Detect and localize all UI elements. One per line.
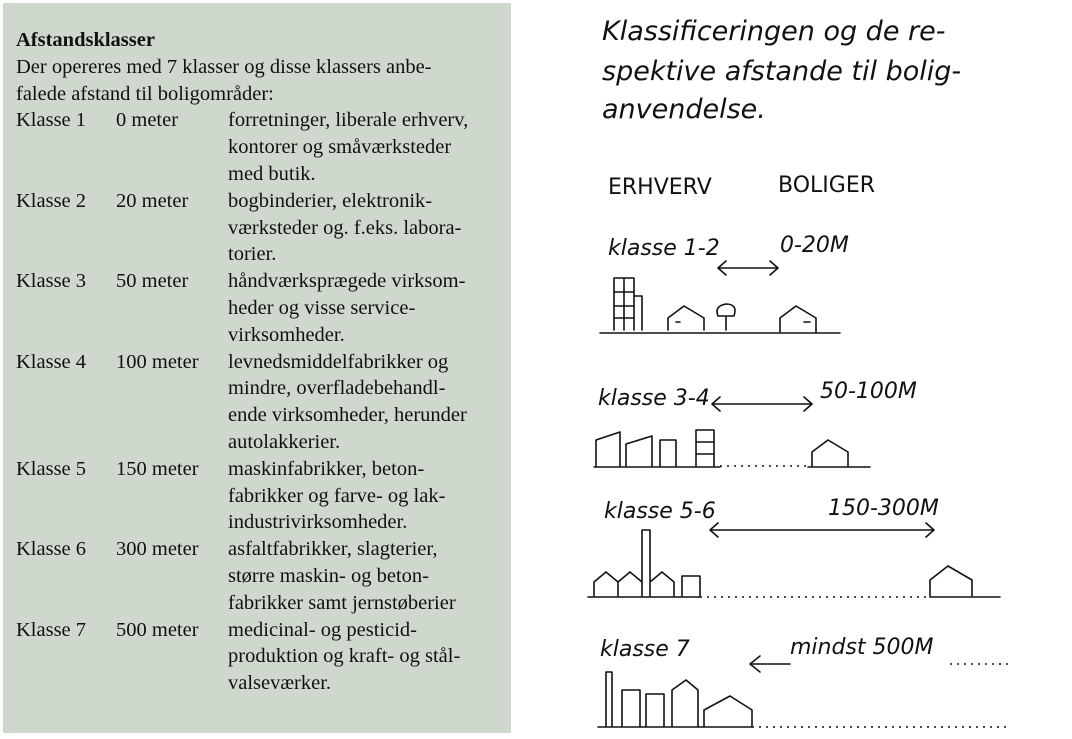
class-table xyxy=(16,107,506,697)
description-line: ende virksomheder, herunder xyxy=(228,404,467,427)
panel-title: Afstandsklasser xyxy=(16,29,155,51)
class-name: Klasse 5 xyxy=(16,457,87,480)
class-distance: 0-20M xyxy=(780,233,849,258)
description-line: kontorer og småværksteder xyxy=(228,136,452,159)
class-row xyxy=(16,349,506,456)
class-label: klasse 3-4 xyxy=(598,386,710,411)
description-line: medicinal- og pesticid- xyxy=(228,618,417,641)
class-row xyxy=(16,536,506,616)
workshop-buildings-icon xyxy=(596,430,714,466)
description-line: fabrikker og farve- og lak- xyxy=(228,484,446,507)
boliger-heading: BOLIGER xyxy=(778,173,876,198)
description-line: fabrikker samt jernstøberier xyxy=(228,591,456,614)
tree-icon xyxy=(717,304,735,330)
class-row xyxy=(16,617,506,697)
class-name: Klasse 2 xyxy=(16,189,87,212)
class-name: Klasse 4 xyxy=(16,350,87,373)
left-arrow-icon xyxy=(750,656,790,672)
class-name: Klasse 6 xyxy=(16,538,87,561)
class-distance: 50-100M xyxy=(820,379,917,404)
class-label: klasse 7 xyxy=(600,637,690,662)
class-description xyxy=(228,268,506,348)
description-line: virksomheder. xyxy=(228,323,345,346)
class-label: klasse 1-2 xyxy=(608,236,720,261)
description-line: autolakkerier. xyxy=(228,430,341,453)
description-line: med butik. xyxy=(228,162,316,185)
class-description xyxy=(228,536,506,616)
class-name: Klasse 3 xyxy=(16,270,87,293)
heavy-industry-icon xyxy=(606,672,752,726)
double-arrow-icon xyxy=(712,397,812,411)
intro-line: falede afstand til boligområder: xyxy=(16,82,274,105)
class-distance: 0 meter xyxy=(116,109,179,132)
house-icon xyxy=(780,306,816,332)
house-icon xyxy=(930,566,972,596)
description-line: heder og visse service- xyxy=(228,296,416,319)
intro-text xyxy=(16,54,506,108)
class-label: klasse 5-6 xyxy=(604,499,716,524)
class-distance: 100 meter xyxy=(116,350,199,373)
class-distance: 150 meter xyxy=(116,457,199,480)
house-icon xyxy=(812,440,848,466)
description-line: valseværker. xyxy=(228,672,332,695)
description-line: større maskin- og beton- xyxy=(228,564,429,587)
distance-classes-panel xyxy=(3,3,511,733)
class-description xyxy=(228,107,506,187)
class-distance: 300 meter xyxy=(116,538,199,561)
double-arrow-icon xyxy=(718,261,778,275)
class-description xyxy=(228,349,506,456)
house-icon xyxy=(668,306,704,330)
description-line: bogbinderier, elektronik- xyxy=(228,189,433,212)
distance-sketch xyxy=(580,0,1072,739)
description-line: produktion og kraft- og stål- xyxy=(228,645,461,668)
class-distance: 20 meter xyxy=(116,189,189,212)
description-line: værksteder og. f.eks. labora- xyxy=(228,216,462,239)
class-row xyxy=(16,456,506,536)
class-name: Klasse 1 xyxy=(16,109,87,132)
description-line: industrivirksomheder. xyxy=(228,511,408,534)
sketch-heading-line: Klassificeringen og de re- xyxy=(602,16,946,47)
description-line: mindre, overfladebehandl- xyxy=(228,377,446,400)
class-distance: mindst 500M xyxy=(790,635,934,660)
sketch-heading-line: anvendelse. xyxy=(602,94,766,125)
class-name: Klasse 7 xyxy=(16,618,87,641)
description-line: håndværksprægede virksom- xyxy=(228,270,466,293)
intro-line: Der opereres med 7 klasser og disse klassers anbe- xyxy=(16,55,432,78)
class-row xyxy=(16,188,506,268)
class-description xyxy=(228,617,506,697)
description-line: torier. xyxy=(228,243,277,266)
factory-chimney-icon xyxy=(594,530,700,596)
class-row xyxy=(16,107,506,187)
class-distance: 500 meter xyxy=(116,618,199,641)
class-distance: 150-300M xyxy=(828,496,939,521)
description-line: levnedsmiddelfabrikker og xyxy=(228,350,449,373)
class-description xyxy=(228,188,506,268)
description-line: maskinfabrikker, beton- xyxy=(228,457,425,480)
sketch-heading-line: spektive afstande til bolig- xyxy=(602,56,962,87)
double-arrow-icon xyxy=(710,523,934,537)
description-line: asfaltfabrikker, slagterier, xyxy=(228,538,438,561)
class-distance: 50 meter xyxy=(116,270,189,293)
class-row xyxy=(16,268,506,348)
description-line: forretninger, liberale erhverv, xyxy=(228,109,469,132)
office-building-icon xyxy=(614,278,642,330)
class-description xyxy=(228,456,506,536)
erhverv-heading: ERHVERV xyxy=(608,175,712,200)
